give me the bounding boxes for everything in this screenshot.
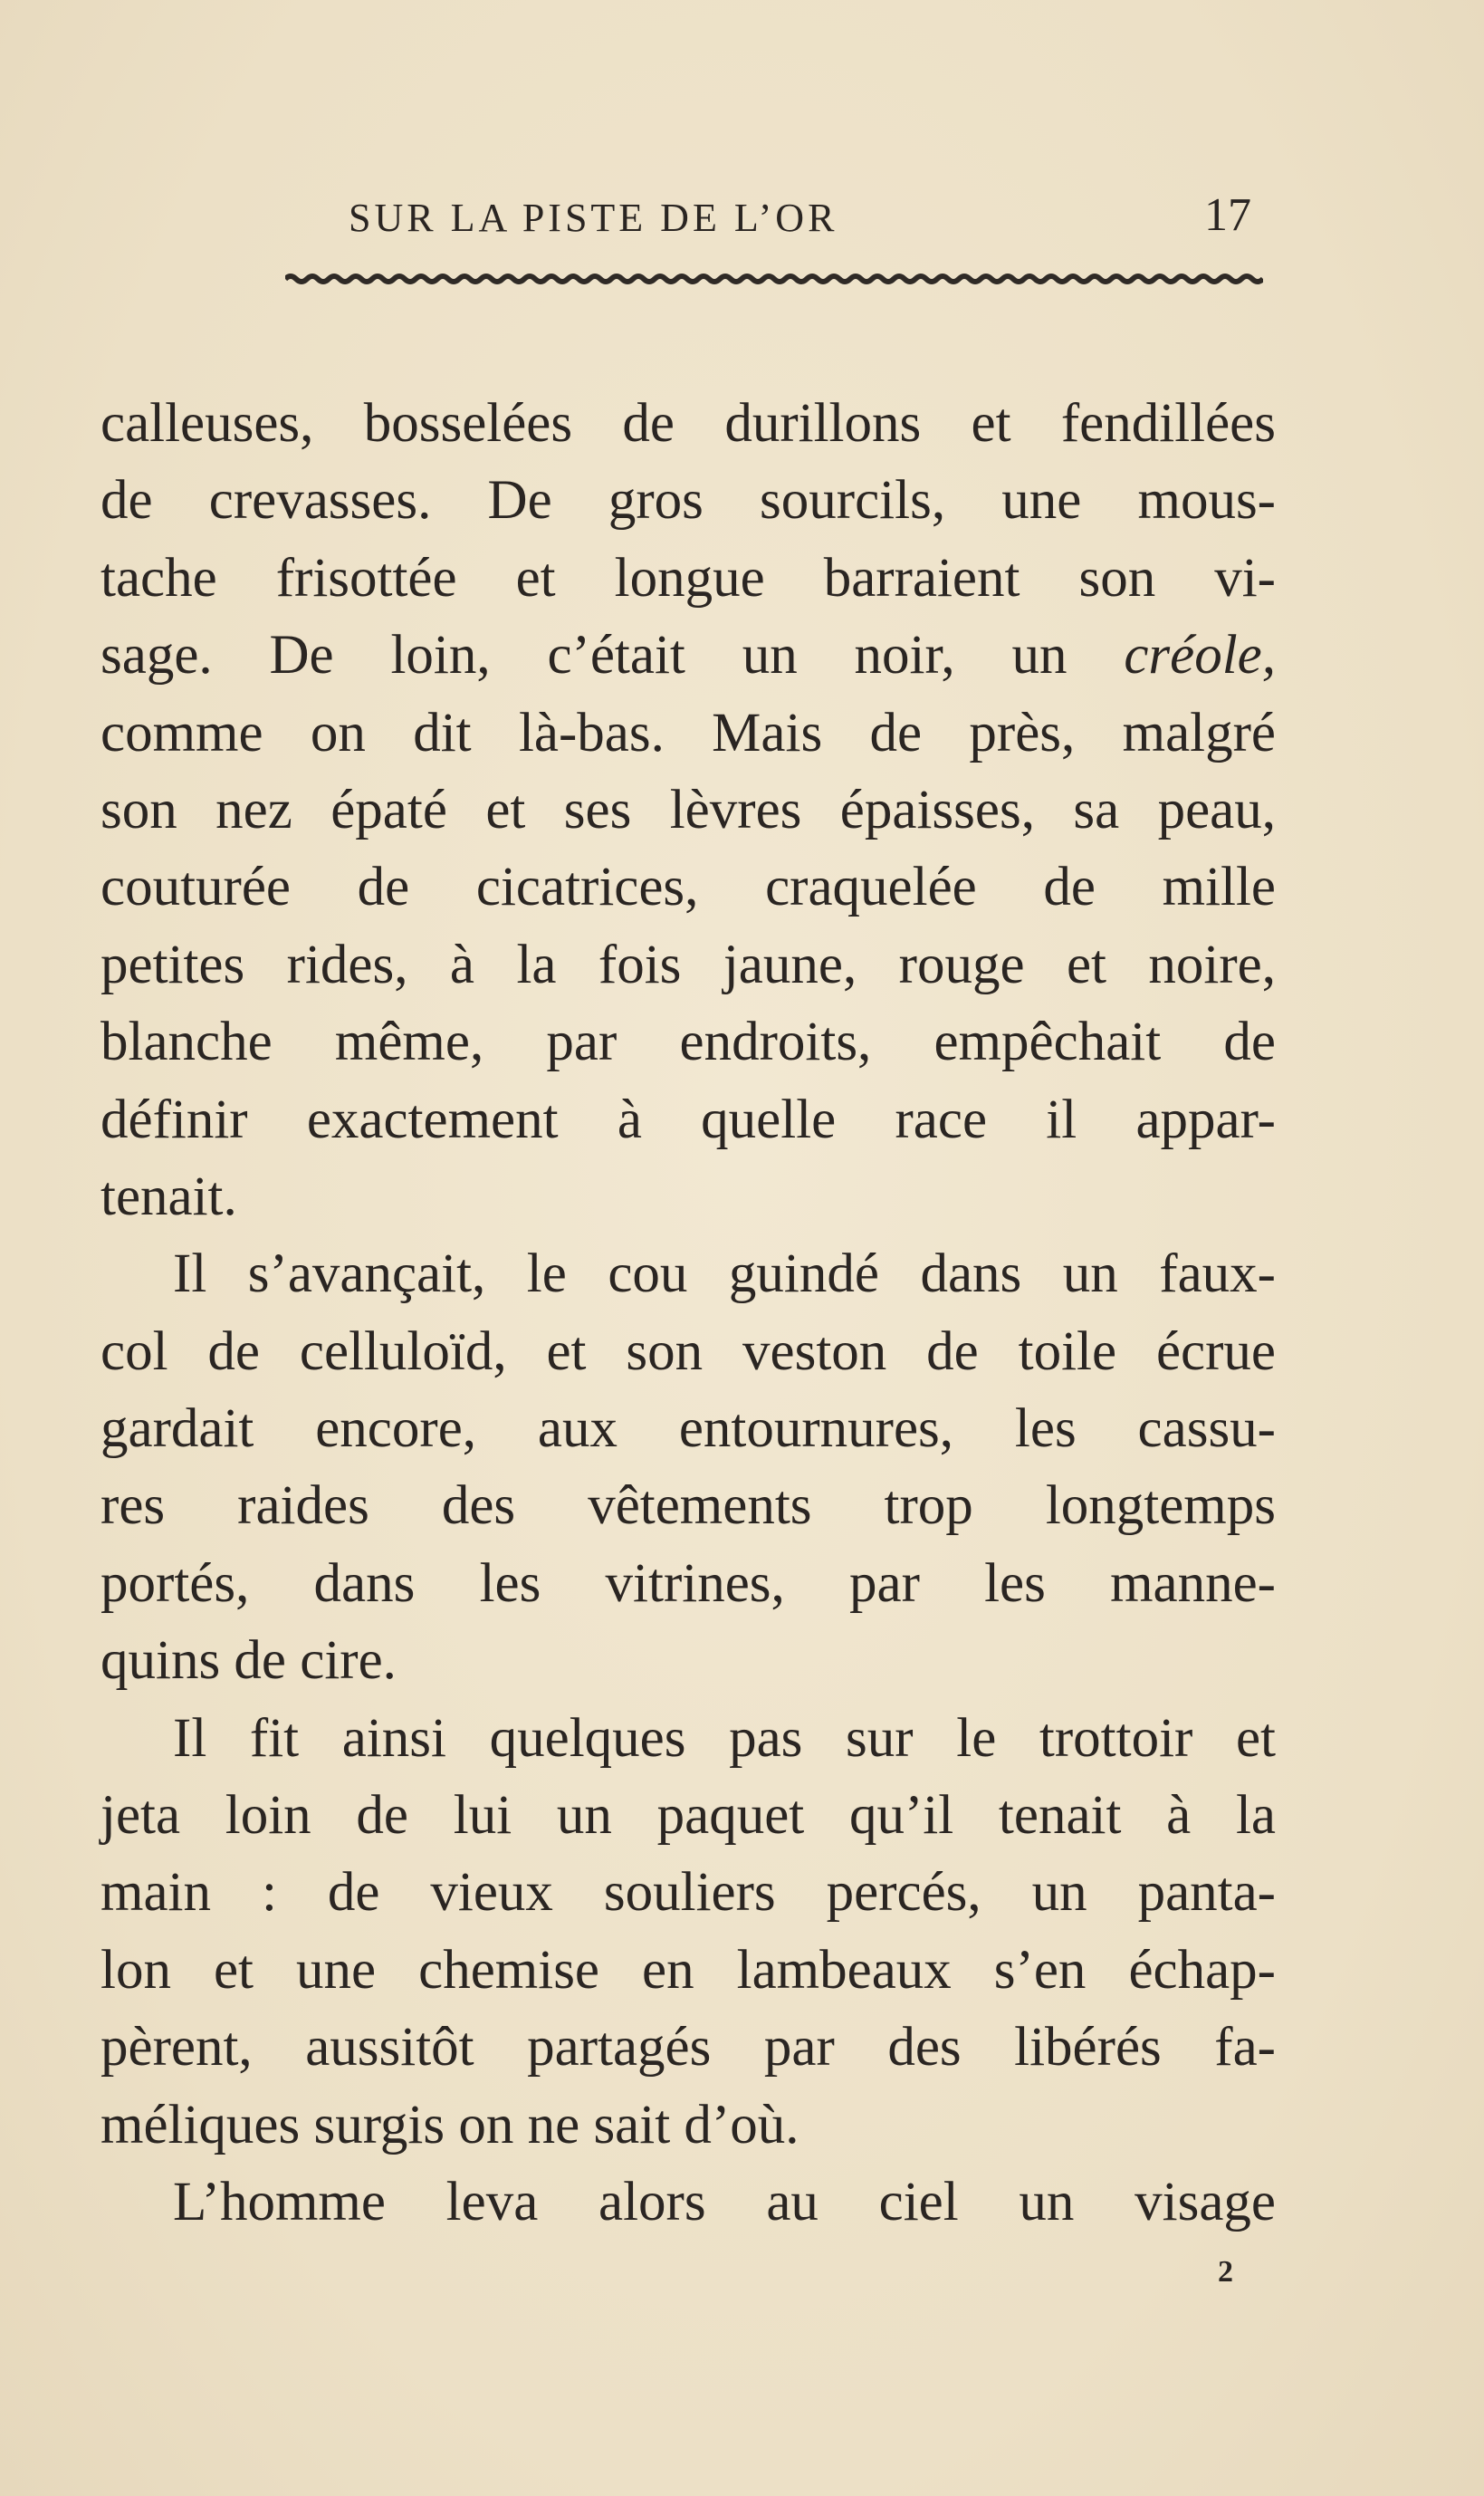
text-line: blanche même, par endroits, empêchait de	[101, 1012, 1276, 1073]
signature-mark: 2	[1218, 2255, 1233, 2289]
text-line: son nez épaté et ses lèvres épaisses, sa peau,	[101, 779, 1276, 840]
text-line: L’homme leva alors au ciel un visage	[173, 2171, 1276, 2232]
text-line: portés, dans les vitrines, par les manne-	[101, 1552, 1276, 1614]
text-line: Il s’avançait, le cou guindé dans un faux-	[173, 1243, 1276, 1305]
page-number: 17	[1204, 189, 1251, 241]
text-line: Il fit ainsi quelques pas sur le trottoir et	[173, 1707, 1276, 1769]
running-title: SUR LA PISTE DE L’OR	[349, 196, 838, 240]
text-line: col de celluloïd, et son veston de toile écrue	[101, 1320, 1276, 1382]
text-line: gardait encore, aux entournures, les cassu-	[101, 1398, 1276, 1460]
text-italic: créole,	[1124, 625, 1276, 686]
text-line: main : de vieux souliers percés, un panta-	[101, 1862, 1276, 1924]
text-line: tenait.	[101, 1166, 237, 1227]
text-line: définir exactement à quelle race il appar-	[101, 1089, 1276, 1150]
text-line: méliques surgis on ne sait d’où.	[101, 2094, 799, 2155]
text-line: res raides des vêtements trop longtemps	[101, 1475, 1276, 1537]
text-line: de crevasses. De gros sourcils, une mous-	[101, 470, 1276, 532]
text-line: jeta loin de lui un paquet qu’il tenait à la	[101, 1785, 1276, 1847]
text-line: calleuses, bosselées de durillons et fendillées	[101, 393, 1276, 454]
text-line: couturée de cicatrices, craquelée de mille	[101, 857, 1276, 918]
text-line: comme on dit là-bas. Mais de près, malgré	[101, 702, 1276, 763]
wavy-rule-divider	[285, 272, 1263, 286]
text-line: quins de cire.	[101, 1630, 397, 1692]
text-line: petites rides, à la fois jaune, rouge et noire,	[101, 934, 1276, 995]
text-line: tache frisottée et longue barraient son vi-	[101, 547, 1276, 609]
text-roman: sage. De loin, c’était un noir, un	[101, 625, 1068, 686]
text-line: pèrent, aussitôt partagés par des libérés fa-	[101, 2017, 1276, 2078]
text-line	[101, 617, 1276, 694]
body-text	[101, 385, 1276, 2241]
text-line: lon et une chemise en lambeaux s’en échap-	[101, 1939, 1276, 2001]
